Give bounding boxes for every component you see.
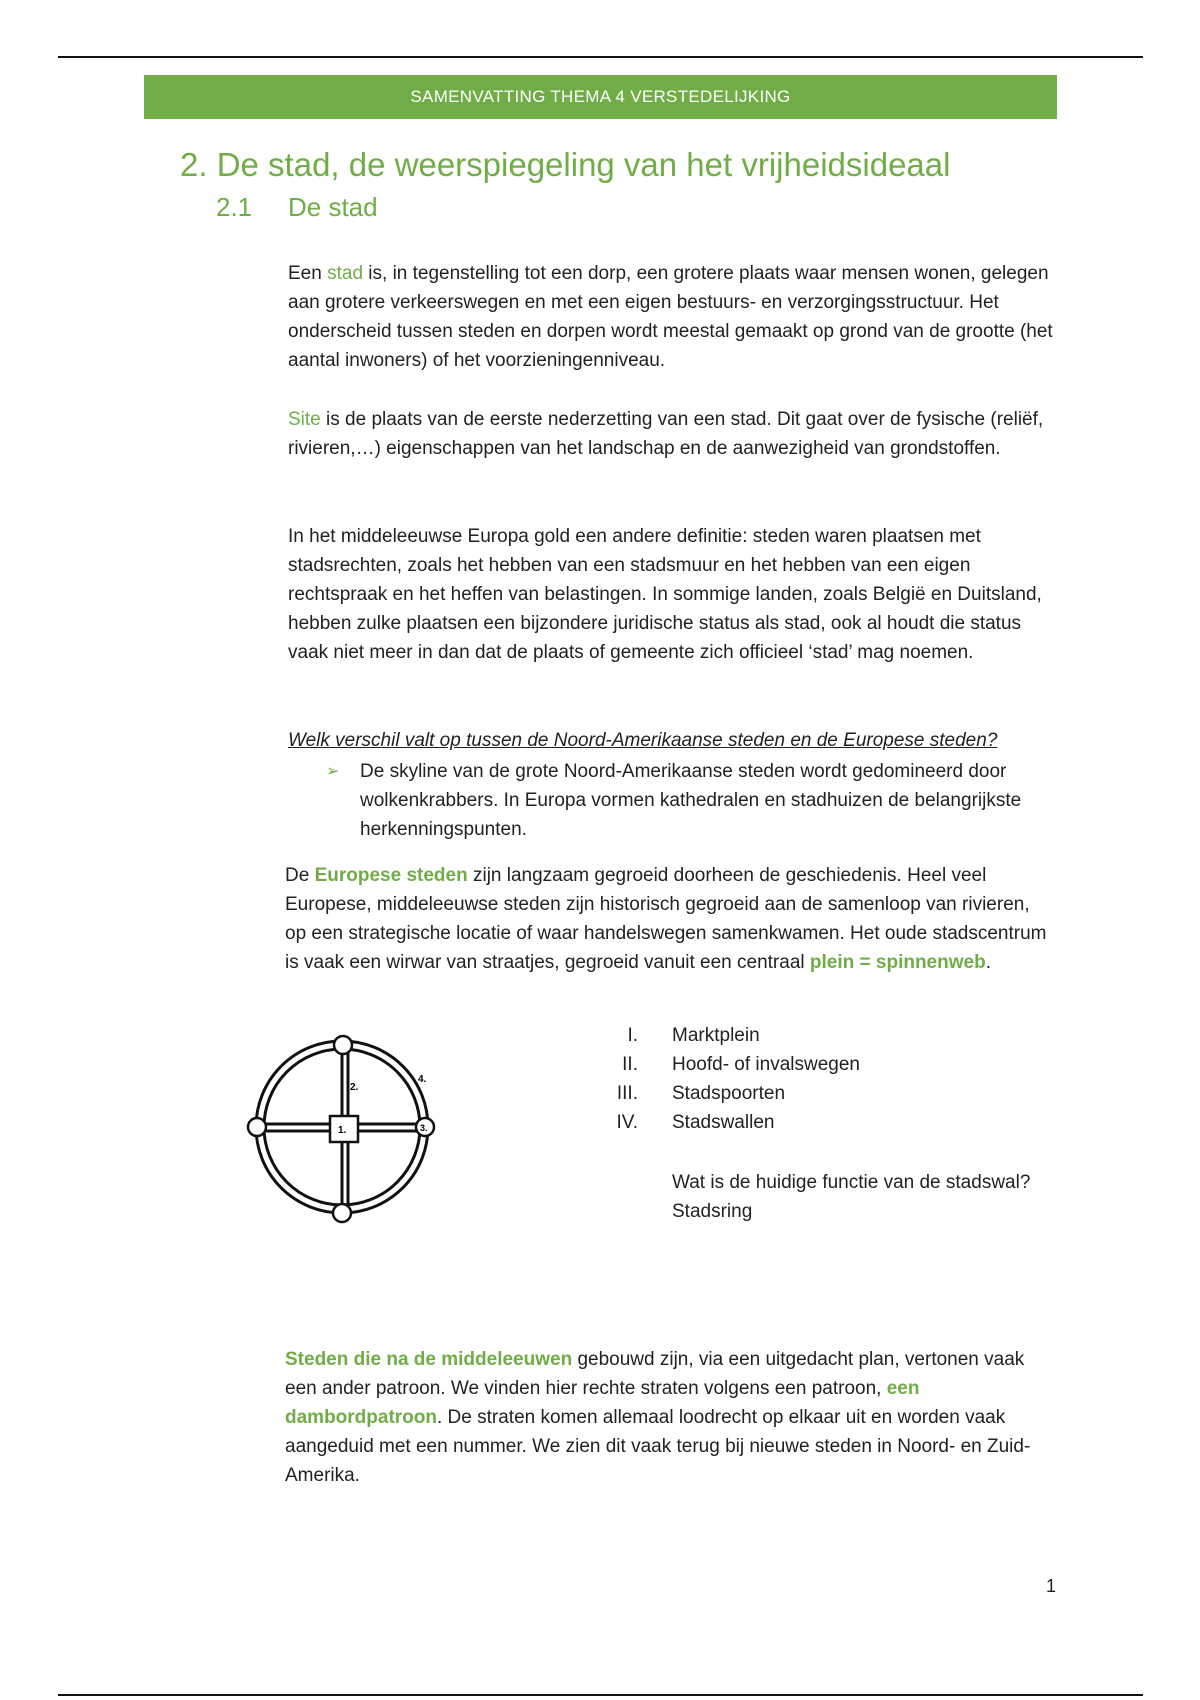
legend-text: Stadswallen (672, 1112, 775, 1133)
diagram-label-3: 3. (420, 1123, 428, 1133)
section-heading (216, 192, 378, 223)
p5-text-mid: gebouwd zijn, via een uitgedacht plan, vertonen vaak een ander patroon. We vinden hier rechte straten volgens een patroon, (285, 1349, 1025, 1399)
legend-text: Hoofd- of invalswegen (672, 1054, 860, 1075)
legend-item (600, 1079, 1000, 1108)
legend-list (600, 1021, 1000, 1137)
section-number: 2.1 (216, 192, 253, 222)
term-dambordpatroon: een dambordpatroon (285, 1378, 920, 1428)
arrow-bullet-icon: ➢ (326, 763, 340, 780)
legend-item (600, 1050, 1000, 1079)
legend-text: Stadspoorten (672, 1083, 786, 1104)
diagram-label-2: 2. (350, 1082, 359, 1093)
term-site: Site (288, 409, 321, 430)
p4-text-post: . (985, 952, 991, 973)
term-europese-steden: Europese steden (314, 865, 468, 886)
gate-south (333, 1204, 351, 1222)
top-rule (58, 56, 1143, 58)
p2-text: is de plaats van de eerste nederzetting van een stad. Dit gaat over de fysische (reliëf, rivieren,…) eigenschappen van het landschap en de aanwezigheid van grondstoffen. (288, 409, 1044, 459)
paragraph-stad (288, 259, 1058, 375)
diagram-label-1: 1. (338, 1125, 347, 1136)
section-title: De stad (288, 192, 378, 222)
p4-text-mid: zijn langzaam gegroeid doorheen de geschiedenis. Heel veel Europese, middeleeuwse steden zijn historisch gegroeid aan de samenloop van rivieren, op een strategische locatie of waar handelswegen samenkwamen. Het oude stadscentrum is vaak een wirwar van straatjes, gegroeid vanuit een centraal (285, 865, 1047, 973)
city-plan-diagram (240, 1028, 440, 1228)
diagram-label-4: 4. (418, 1074, 427, 1085)
legend-item (600, 1108, 1000, 1137)
legend-item (600, 1021, 1000, 1050)
header-banner: SAMENVATTING THEMA 4 VERSTEDELIJKING (144, 75, 1057, 119)
legend-number: IV. (616, 1112, 638, 1133)
term-steden-na-middeleeuwen: Steden die na de middeleeuwen (285, 1349, 573, 1370)
bullet-text: De skyline van de grote Noord-Amerikaanse steden wordt gedomineerd door wolkenkrabbers. In Europa vormen kathedralen en stadhuizen de belangrijkste herkenningspunten. (360, 761, 1022, 840)
question-text: Wat is de huidige functie van de stadswal? (672, 1172, 1031, 1193)
paragraph-site (288, 405, 1058, 463)
legend-text: Marktplein (672, 1025, 760, 1046)
answer-text: Stadsring (672, 1201, 753, 1222)
page-number: 1 (1046, 1576, 1057, 1596)
chapter-heading: 2. De stad, de weerspiegeling van het vrijheidsideaal (180, 146, 951, 183)
gate-north (334, 1036, 352, 1054)
p1-text-post: is, in tegenstelling tot een dorp, een grotere plaats waar mensen wonen, gelegen aan grotere verkeerswegen en met een eigen bestuurs- en verzorgingsstructuur. Het onderscheid tussen steden en dorpen wordt meestal gemaakt op grond van de grootte (het aantal inwoners) of het voorzieningenniveau. (288, 263, 1053, 371)
legend-number: II. (622, 1054, 638, 1075)
term-plein-spinnenweb: plein = spinnenweb (809, 952, 986, 973)
paragraph-europese-steden (285, 861, 1055, 977)
p4-text-pre: De (285, 865, 315, 886)
paragraph-na-middeleeuwen (285, 1345, 1055, 1490)
paragraph-middeleeuwen: In het middeleeuwse Europa gold een andere definitie: steden waren plaatsen met stadsrechten, zoals het hebben van een stadsmuur en het hebben van een eigen rechtspraak en het heffen van belastingen. In sommige landen, zoals België en Duitsland, hebben zulke plaatsen een bijzondere juridische status als stad, ook al houdt die status vaak niet meer in dan dat de plaats of gemeente zich officieel ‘stad’ mag noemen. (288, 526, 1042, 663)
legend-number: III. (616, 1083, 638, 1104)
stadswal-question (672, 1168, 1030, 1226)
gate-west (248, 1118, 266, 1136)
p5-text-post: . De straten komen allemaal loodrecht op elkaar uit en worden vaak aangeduid met een nummer. We zien dit vaak terug bij nieuwe steden in Noord- en Zuid-Amerika. (285, 1407, 1031, 1486)
p1-text-pre: Een (288, 263, 328, 284)
legend-number: I. (627, 1025, 638, 1046)
term-stad: stad (327, 263, 364, 284)
bottom-rule (58, 1694, 1143, 1696)
question-heading: Welk verschil valt op tussen de Noord-Amerikaanse steden en de Europese steden? (288, 730, 998, 751)
